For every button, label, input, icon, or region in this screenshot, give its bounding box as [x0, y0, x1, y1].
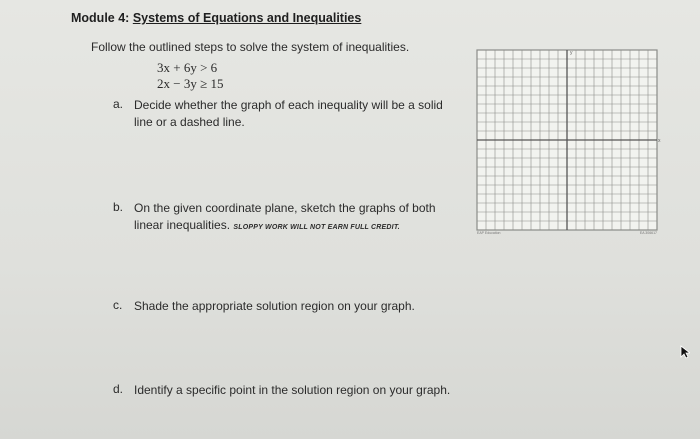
step-text [134, 200, 436, 236]
step-line-text: linear inequalities. [134, 218, 231, 232]
step-line: Identify a specific point in the solution region on your graph. [134, 383, 451, 397]
mouse-pointer-icon [680, 345, 690, 359]
step-letter: c. [113, 298, 123, 312]
sloppy-work-note: SLOPPY WORK WILL NOT EARN FULL CREDIT. [233, 224, 400, 231]
module-prefix: Module 4: [71, 11, 133, 25]
step-letter: a. [113, 97, 124, 111]
coordinate-grid-svg[interactable] [473, 46, 665, 240]
grid-credit-left: EAP Education [477, 231, 501, 235]
grid-credit-right: EA 306617 [639, 231, 657, 235]
step-line: Decide whether the graph of each inequality will be a solid [134, 98, 443, 112]
instructions-text: Follow the outlined steps to solve the system of inequalities. [91, 40, 410, 54]
inequality-1: 3x + 6y > 6 [157, 60, 218, 75]
y-axis-label: y [570, 50, 573, 56]
step-line: line or a dashed line. [134, 115, 245, 129]
page-title [71, 11, 361, 25]
x-axis-label: x [658, 138, 661, 144]
step-line: On the given coordinate plane, sketch the graphs of both [134, 201, 436, 215]
module-name: Systems of Equations and Inequalities [132, 11, 362, 25]
inequality-2: 2x − 3y ≥ 15 [157, 76, 224, 91]
coordinate-plane[interactable] [473, 46, 665, 245]
step-text [134, 97, 443, 131]
step-line: Shade the appropriate solution region on your graph. [134, 299, 415, 313]
step-letter: b. [113, 200, 124, 214]
step-line [134, 217, 436, 236]
step-letter: d. [113, 382, 124, 396]
step-text [134, 298, 415, 315]
step-text [134, 382, 450, 399]
